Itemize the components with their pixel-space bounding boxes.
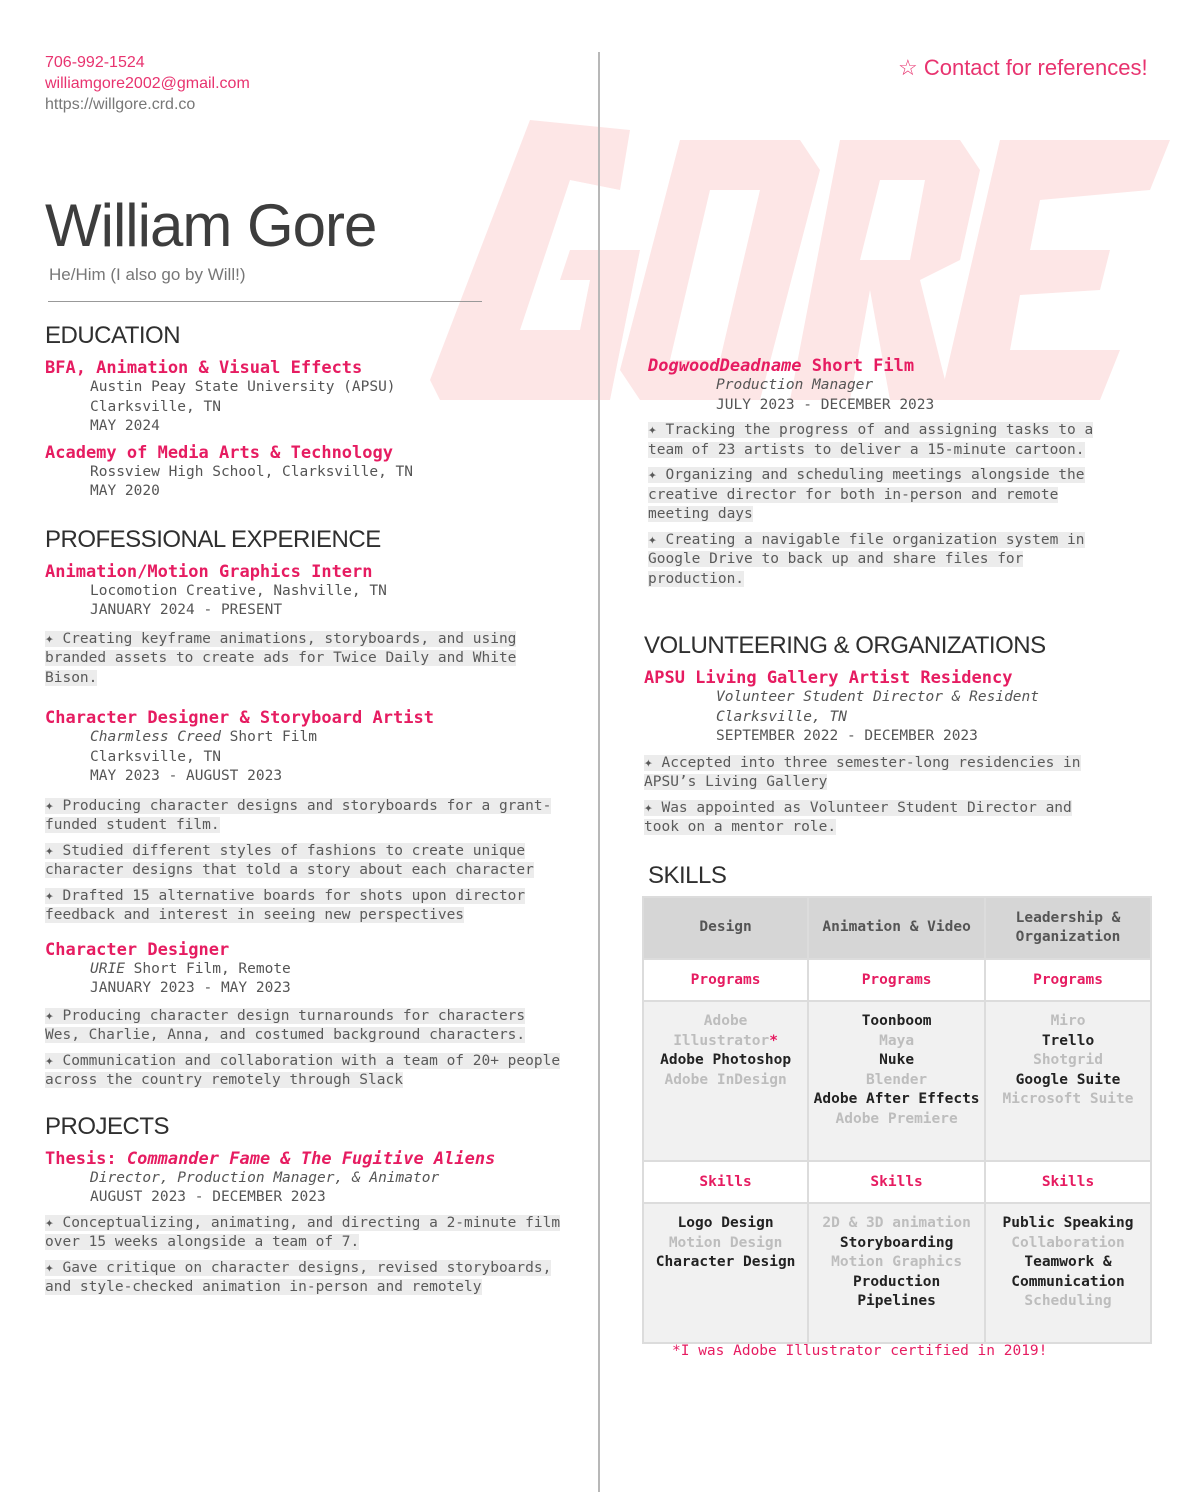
certified-asterisk: * <box>769 1032 778 1049</box>
skill-item: Production Pipelines <box>852 1273 941 1309</box>
project-bullet: ✦ Conceptualizing, animating, and directing a 2-minute film over 15 weeks alongside a team of 7. <box>45 1214 561 1250</box>
programs-label: Programs <box>985 959 1151 1001</box>
volunteer-dates: SEPTEMBER 2022 - DECEMBER 2023 <box>716 728 978 744</box>
job-location: Clarksville, TN <box>90 748 221 765</box>
graduation-date: MAY 2020 <box>90 483 160 499</box>
job-bullet: ✦ Drafted 15 alternative boards for shots upon director feedback and interest in seeing new perspectives <box>45 887 526 923</box>
skill-item: 2D & 3D animation <box>822 1215 971 1231</box>
company: Locomotion Creative, Nashville, TN <box>90 582 387 599</box>
program-title: Academy of Media Arts & Technology <box>45 442 393 463</box>
skill-item: Teamwork & Communication <box>1011 1254 1125 1290</box>
project-title: DogwoodDeadname Short Film <box>648 356 915 376</box>
job-title: Animation/Motion Graphics Intern <box>45 561 373 582</box>
school-name: Rossview High School, Clarksville, TN <box>90 463 414 480</box>
project-bullet: ✦ Organizing and scheduling meetings alongside the creative director for both in-person and remote meeting days <box>648 467 1085 522</box>
leadership-programs <box>985 1001 1151 1161</box>
animation-skills <box>808 1203 985 1343</box>
project-bullet: ✦ Creating a navigable file organization system in Google Drive to back up and share files for production. <box>648 531 1085 587</box>
left-column <box>45 322 565 1298</box>
job-dates: JANUARY 2023 - MAY 2023 <box>90 980 291 996</box>
project-entry <box>45 1149 565 1298</box>
volunteering-section <box>644 632 1114 838</box>
skill-item: Miro <box>1050 1013 1086 1029</box>
job-project: URIE Short Film, Remote <box>90 960 291 977</box>
skill-item: Logo Design <box>677 1215 774 1231</box>
job-dates: JANUARY 2024 - PRESENT <box>90 602 283 618</box>
name-underline <box>48 301 482 302</box>
project-dates: JULY 2023 - DECEMBER 2023 <box>716 396 935 413</box>
website-link[interactable]: https://willgore.crd.co <box>45 96 196 113</box>
volunteer-bullet: ✦ Was appointed as Volunteer Student Director and took on a mentor role. <box>644 799 1072 835</box>
skills-label: Skills <box>985 1161 1151 1203</box>
job-bullet: ✦ Producing character designs and storyboards for a grant-funded student film. <box>45 797 552 833</box>
graduation-date: MAY 2024 <box>90 418 160 434</box>
skill-item: Blender <box>866 1071 928 1088</box>
project-title: Thesis: Commander Fame & The Fugitive Aliens <box>45 1148 496 1169</box>
programs-label: Programs <box>643 959 808 1001</box>
skills-heading: SKILLS <box>648 862 727 889</box>
job-bullet: ✦ Creating keyframe animations, storyboards, and using branded assets to create ads for Twice Daily and White Bison. <box>45 630 517 686</box>
job-project: Charmless Creed Short Film <box>90 729 317 745</box>
skill-item: Shotgrid <box>1033 1052 1103 1068</box>
job-bullet: ✦ Studied different styles of fashions to create unique character designs that told a story about each character <box>45 842 534 878</box>
certification-footnote: *I was Adobe Illustrator certified in 2019! <box>672 1343 1048 1359</box>
skill-item: Nuke <box>879 1052 915 1068</box>
experience-heading: PROFESSIONAL EXPERIENCE <box>45 525 381 553</box>
skills-label: Skills <box>808 1161 985 1203</box>
job-dates: MAY 2023 - AUGUST 2023 <box>90 768 283 784</box>
skill-item: Public Speaking <box>1002 1215 1134 1231</box>
school-location: Clarksville, TN <box>90 398 221 415</box>
references-note: ☆ Contact for references! <box>898 55 1148 80</box>
skills-col-animation: Animation & Video <box>808 897 985 959</box>
pronouns: He/Him (I also go by Will!) <box>49 265 246 284</box>
skill-item: Toonboom <box>861 1013 932 1029</box>
email-link[interactable]: williamgore2002@gmail.com <box>45 75 250 92</box>
project-bullet: ✦ Tracking the progress of and assigning tasks to a team of 23 artists to deliver a 15-minute cartoon. <box>648 422 1094 458</box>
education-item <box>45 443 565 502</box>
skill-item: Adobe InDesign <box>664 1071 787 1088</box>
education-item <box>45 358 565 437</box>
job-title: Character Designer & Storyboard Artist <box>45 708 434 728</box>
volunteer-role: Volunteer Student Director & Resident <box>716 689 1040 705</box>
leadership-skills <box>985 1203 1151 1343</box>
project-role: Production Manager <box>716 377 874 393</box>
skill-item: Adobe Premiere <box>835 1110 958 1127</box>
design-programs <box>643 1001 808 1161</box>
skill-item: Adobe Illustrator* <box>673 1013 778 1049</box>
volunteer-bullet: ✦ Accepted into three semester-long residencies in APSU’s Living Gallery <box>644 754 1081 790</box>
education-heading: EDUCATION <box>45 322 181 349</box>
skill-item: Google Suite <box>1015 1071 1121 1088</box>
skill-item: Microsoft Suite <box>1002 1091 1134 1107</box>
skill-item: Scheduling <box>1024 1293 1112 1309</box>
job-entry <box>45 562 565 689</box>
project-dates: AUGUST 2023 - DECEMBER 2023 <box>90 1189 326 1205</box>
project-role: Director, Production Manager, & Animator <box>90 1169 440 1186</box>
job-bullet: ✦ Communication and collaboration with a team of 20+ people across the country remotely through Slack <box>45 1052 561 1088</box>
animation-programs <box>808 1001 985 1161</box>
volunteer-title: APSU Living Gallery Artist Residency <box>644 668 1013 688</box>
skill-item: Character Design <box>655 1254 796 1270</box>
column-divider <box>598 52 600 1492</box>
job-title: Character Designer <box>45 939 230 960</box>
skills-table <box>642 896 1152 1344</box>
skills-col-design: Design <box>643 897 808 959</box>
phone-number[interactable]: 706-992-1524 <box>45 54 145 71</box>
projects-heading: PROJECTS <box>45 1112 170 1140</box>
job-bullet: ✦ Producing character design turnarounds for characters Wes, Charlie, Anna, and costumed background characters. <box>45 1007 526 1043</box>
skill-item: Collaboration <box>1011 1234 1125 1251</box>
skill-item: Motion Graphics <box>831 1254 963 1270</box>
volunteer-location: Clarksville, TN <box>716 708 847 725</box>
degree-title: BFA, Animation & Visual Effects <box>45 358 363 378</box>
skills-label: Skills <box>643 1161 808 1203</box>
job-entry <box>45 708 565 926</box>
design-skills <box>643 1203 808 1343</box>
volunteering-heading: VOLUNTEERING & ORGANIZATIONS <box>644 632 1046 659</box>
skill-item: Trello <box>1041 1032 1095 1049</box>
programs-label: Programs <box>808 959 985 1001</box>
skill-item: Storyboarding <box>839 1234 954 1251</box>
skill-item: Motion Design <box>668 1234 783 1251</box>
right-column-project <box>648 356 1108 589</box>
contact-block <box>45 52 250 115</box>
skill-item: Adobe After Effects <box>813 1091 980 1107</box>
skills-col-leadership: Leadership & Organization <box>985 897 1151 959</box>
skill-item: Adobe Photoshop <box>660 1052 792 1068</box>
page-title: William Gore <box>45 192 377 259</box>
school-name: Austin Peay State University (APSU) <box>90 379 396 395</box>
project-bullet: ✦ Gave critique on character designs, revised storyboards, and style-checked animation in-person and remotely <box>45 1259 552 1295</box>
job-entry <box>45 940 565 1091</box>
skill-item: Maya <box>879 1032 915 1049</box>
